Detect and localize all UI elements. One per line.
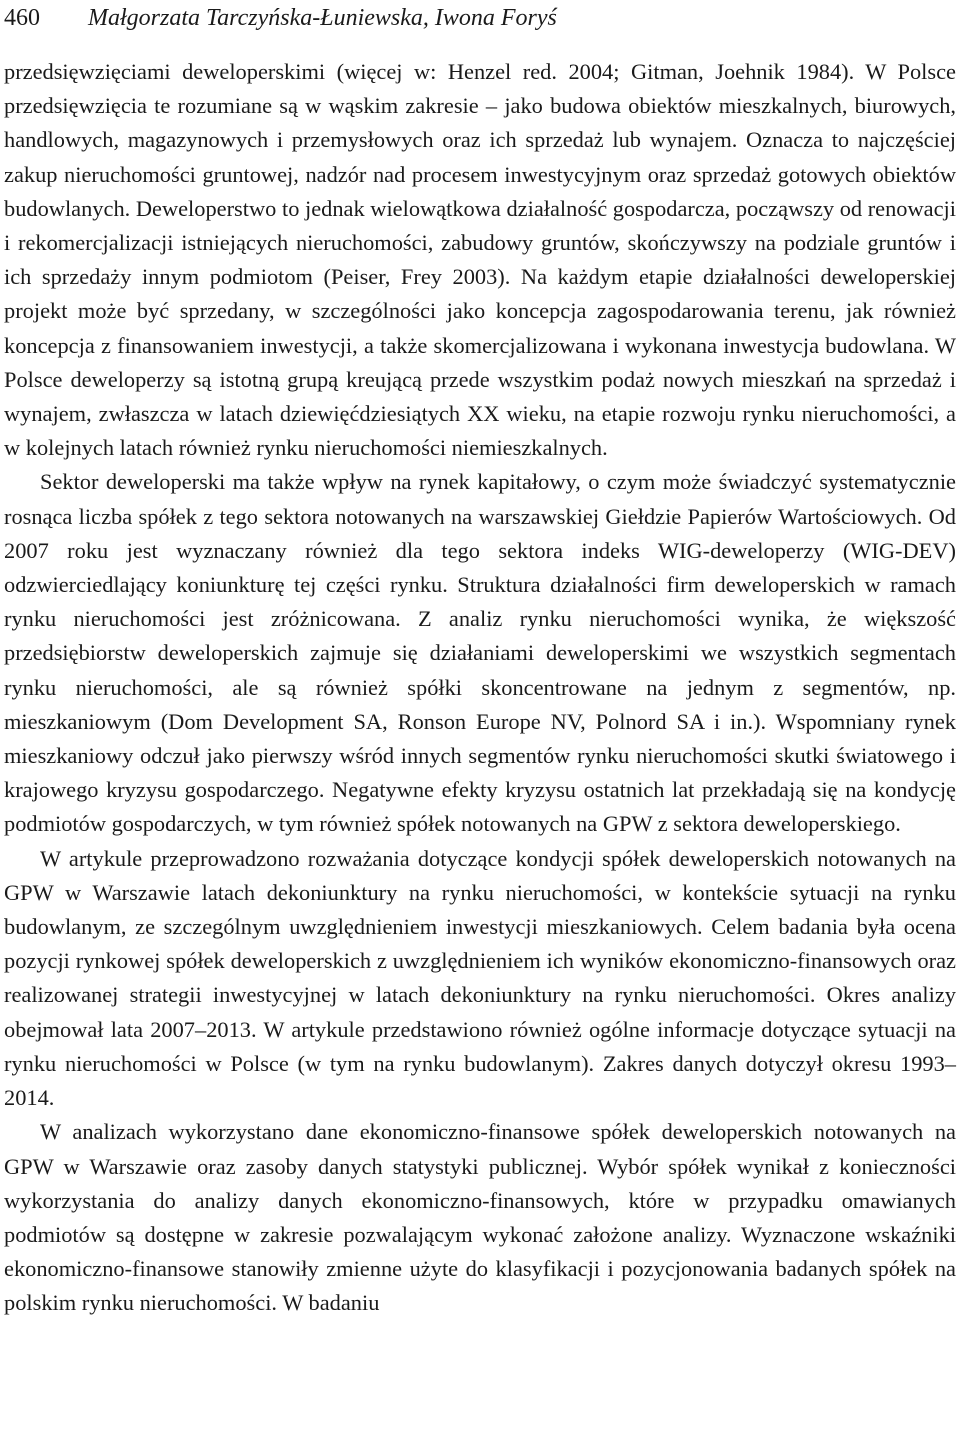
page-number: 460: [4, 5, 40, 31]
paragraph-4: W analizach wykorzystano dane ekonomiczno-finansowe spółek deweloperskich notowanych na GPW w Warszawie oraz zasoby danych statystyki publicznej. Wybór spółek wynikał z konieczności wykorzystania do analizy danych ekonomiczno-finansowych, które w przypadku omawianych podmiotów są dostępne w zakresie pozwalającym wykonać założone analizy. Wyznaczone wskaźniki ekonomiczno-finansowe stanowiły zmienne użyte do klasyfikacji i pozycjonowania badanych spółek na polskim rynku nieruchomości. W badaniu: [4, 1119, 956, 1316]
paragraph-3: W artykule przeprowadzono rozważania dotyczące kondycji spółek deweloperskich notowanych na GPW w Warszawie latach dekoniunktury na rynku nieruchomości, w kontekście sytuacji na rynku budowlanym, ze szczególnym uwzględnieniem inwestycji mieszkaniowych. Celem badania była ocena pozycji rynkowej spółek deweloperskich z uwzględnieniem ich wyników ekonomiczno-finansowych oraz realizowanej strategii inwestycyjnej w latach dekoniunktury na rynku nieruchomości. Okres analizy obejmował lata 2007–2013. W artykule przedstawiono również ogólne informacje dotyczące sytuacji na rynku nieruchomości w Polsce (w tym na rynku budowlanym). Zakres danych dotyczył okresu 1993–2014.: [4, 845, 956, 1111]
body-text: [4, 55, 956, 1321]
header-authors: Małgorzata Tarczyńska-Łuniewska, Iwona Foryś: [88, 5, 557, 31]
paragraph-1: przedsięwzięciami deweloperskimi (więcej w: Henzel red. 2004; Gitman, Joehnik 1984). W Polsce przedsięwzięcia te rozumiane są w wąskim zakresie – jako budowa obiektów mieszkalnych, biurowych, handlowych, magazynowych i przemysłowych oraz ich sprzedaż lub wynajem. Oznacza to najczęściej zakup nieruchomości gruntowej, nadzór nad procesem inwestycyjnym oraz sprzedaż gotowych obiektów budowlanych. Deweloperstwo to jednak wielowątkowa działalność gospodarcza, począwszy od renowacji i rekomercjalizacji istniejących nieruchomości, zabudowy gruntów, skończywszy na podziale gruntów i ich sprzedaży innym podmiotom (Peiser, Frey 2003). Na każdym etapie działalności deweloperskiej projekt może być sprzedany, w szczególności jako koncepcja zagospodarowania terenu, jak również koncepcja z finansowaniem inwestycji, a także skomercjalizowana i wykonana inwestycja budowlana. W Polsce deweloperzy są istotną grupą kreującą przede wszystkim podaż nowych mieszkań na sprzedaż i wynajem, zwłaszcza w latach dziewięćdziesiątych XX wieku, na etapie rozwoju rynku nieruchomości, a w kolejnych latach również rynku nieruchomości niemieszkalnych.: [4, 59, 956, 461]
running-header: [4, 0, 956, 40]
paragraph-2: Sektor deweloperski ma także wpływ na rynek kapitałowy, o czym może świadczyć systematycznie rosnąca liczba spółek z tego sektora notowanych na warszawskiej Giełdzie Papierów Wartościowych. Od 2007 roku jest wyznaczany również dla tego sektora indeks WIG-deweloperzy (WIG-DEV) odzwierciedlający koniunkturę tej części rynku. Struktura działalności firm deweloperskich w ramach rynku nieruchomości jest zróżnicowana. Z analiz rynku nieruchomości wynika, że większość przedsiębiorstw deweloperskich zajmuje się działaniami deweloperskimi we wszystkich segmentach rynku nieruchomości, ale są również spółki skoncentrowane na jednym z segmentów, np. mieszkaniowym (Dom Development SA, Ronson Europe NV, Polnord SA i in.). Wspomniany rynek mieszkaniowy odczuł jako pierwszy wśród innych segmentów rynku nieruchomości skutki światowego i krajowego kryzysu gospodarczego. Negatywne efekty kryzysu ostatnich lat przekładają się na kondycję podmiotów gospodarczych, w tym również spółek notowanych na GPW z sektora deweloperskiego.: [4, 469, 956, 837]
